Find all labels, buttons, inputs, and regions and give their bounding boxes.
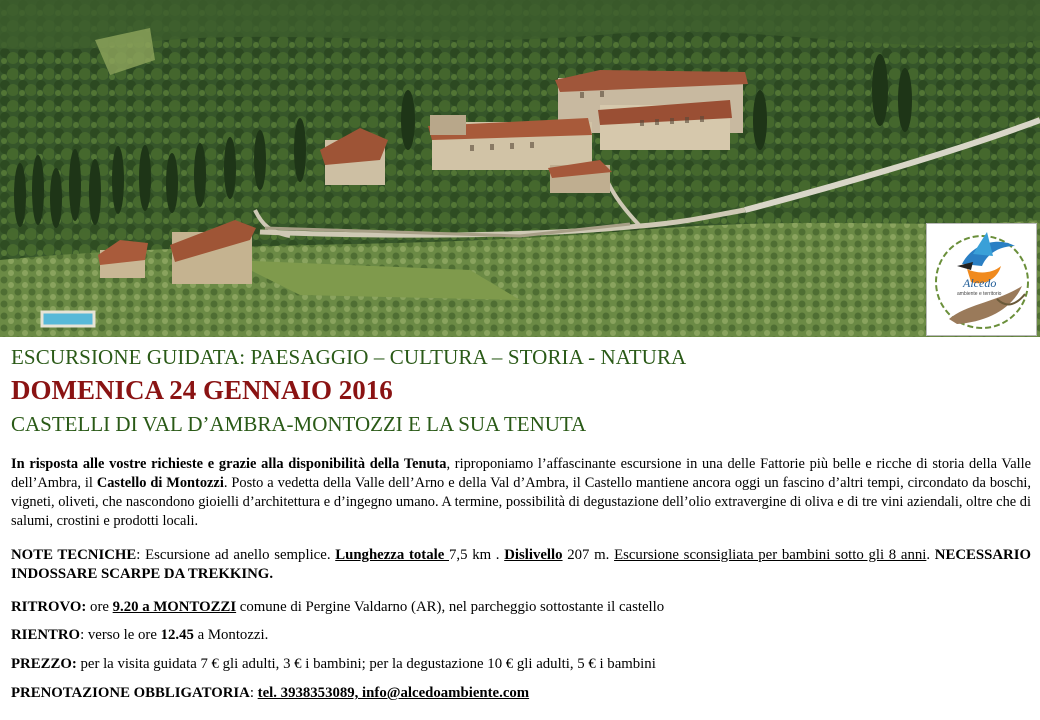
note-tecniche [11, 546, 1031, 584]
ritrovo-label: RITROVO: [11, 599, 87, 615]
height-label: Dislivello [504, 547, 563, 563]
rientro-text: : verso le ore [80, 627, 161, 643]
contact-info[interactable]: tel. 3938353089, info@alcedoambiente.com [257, 685, 530, 701]
prenotazione-line [11, 684, 1031, 703]
height-value: 207 m. [562, 547, 615, 563]
prezzo-line [11, 655, 1031, 674]
note-label: NOTE TECNICHE [11, 547, 137, 563]
intro-text: , riproponiamo l’affascinante escursione in una delle Fattorie più belle e ricche di storia della Valle dell’Ambra, il [11, 456, 1032, 491]
hero-photo [0, 0, 1040, 337]
length-value: 7,5 km . [449, 547, 505, 563]
event-date-heading: DOMENICA 24 GENNAIO 2016 [11, 375, 393, 405]
ritrovo-time-place: 9.20 a MONTOZZI [112, 599, 237, 615]
prezzo-label: PREZZO: [11, 656, 77, 672]
length-label: Lunghezza totale [335, 547, 449, 563]
event-type-heading: ESCURSIONE GUIDATA: PAESAGGIO – CULTURA – STORIA - NATURA [11, 345, 687, 369]
logo-tagline: ambiente e territorio [957, 291, 1002, 297]
shoes-warning: NECESSARIO INDOSSARE SCARPE DA TREKKING. [11, 547, 1031, 582]
alcedo-logo [926, 223, 1037, 336]
intro-text-2: . Posto a vedetta della Valle dell’Arno e della Val d’Ambra, il Castello mantiene ancora oggi un fascino d’altri tempi, circondato da boschi, vigneti, oliveti, che nascondono gioielli d’architettura e d’ingegno umano. A termine, possibilità di degustazione dell’olio extravergine di oliva e di tre vini aziendali, oltre che di salumi, crostini e prodotti locali. [11, 475, 1031, 529]
ritrovo-text-2: comune di Pergine Valdarno (AR), nel parcheggio sottostante il castello [236, 599, 665, 615]
rientro-line [11, 626, 1031, 645]
intro-bold: In risposta alle vostre richieste e grazie alla disponibilità della Tenuta [11, 456, 447, 472]
prezzo-text: per la visita guidata 7 € gli adulti, 3 € i bambini; per la degustazione 10 € gli adulti, 5 € i bambini [76, 656, 656, 672]
ritrovo-line [11, 598, 1031, 617]
age-warning: Escursione sconsigliata per bambini sotto gli 8 anni [614, 547, 927, 563]
prenotazione-sep: : [249, 685, 258, 701]
aerial-landscape-image [0, 0, 1040, 337]
rientro-label: RIENTRO [11, 627, 81, 643]
note-text: : Escursione ad anello semplice. [136, 547, 336, 563]
note-sep: . [926, 547, 935, 563]
prenotazione-label: PRENOTAZIONE OBBLIGATORIA [11, 685, 250, 701]
ritrovo-text: ore [86, 599, 113, 615]
intro-paragraph [11, 455, 1031, 531]
rientro-time: 12.45 [160, 627, 194, 643]
logo-brand: Alcedo [963, 276, 997, 290]
castle-name: Castello di Montozzi [96, 475, 224, 491]
event-title-heading: CASTELLI DI VAL D’AMBRA-MONTOZZI E LA SUA TENUTA [11, 412, 587, 436]
rientro-text-2: a Montozzi. [193, 627, 269, 643]
